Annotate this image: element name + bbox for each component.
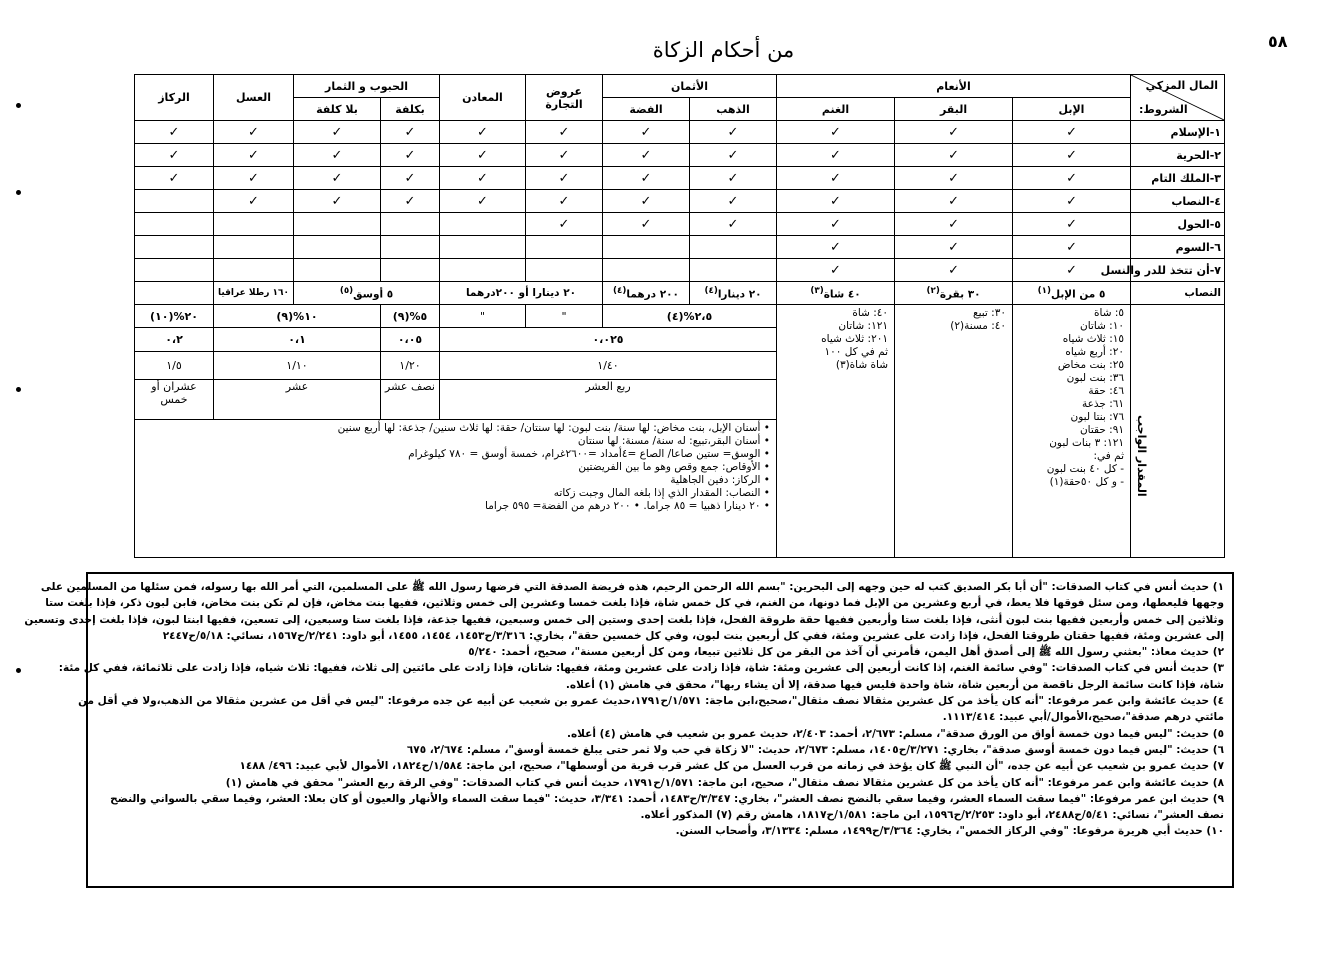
nisab-label: النصاب xyxy=(1131,282,1225,305)
footnote-line: ٩) حديث ابن عمر مرفوعا: "فيما سقت السماء العشر، وفيما سقي بالنضح نصف العشر"، بخاري: ٣/٣٤٧/ح١٤٨٣، أحمد: ٣/٣٤١، حديث: "فيما سقت السماء والأنهار والعيون أو كان بعلا: العشر، وفيما سقي بالسواني والنضح xyxy=(110,792,1224,805)
check-mark xyxy=(603,236,690,259)
check-mark: ✓ xyxy=(690,121,777,144)
amount-line: - و كل ٥٠حقة(١) xyxy=(1049,476,1125,488)
check-mark: ✓ xyxy=(526,190,603,213)
amount-line: ٢٥: بنت مخاض xyxy=(1057,359,1125,371)
check-mark xyxy=(603,259,690,282)
check-mark: ✓ xyxy=(895,236,1013,259)
page-number: ٥٨ xyxy=(1268,32,1288,51)
condition-row xyxy=(135,236,1225,259)
check-mark: ✓ xyxy=(294,121,381,144)
check-mark: ✓ xyxy=(895,121,1013,144)
sub-bikulfa: بكلفة xyxy=(381,98,440,121)
amount-line: ٦١: جذعة xyxy=(1081,398,1125,410)
amount-line: ٩١: حقتان xyxy=(1079,424,1125,436)
nisab-ghanam: ٤٠ شاة$^{(٣)}$ xyxy=(777,282,895,305)
footnote-line: نصف العشر"، نسائي: ٥/٤١/ح٢٤٨٨، أبو داود: ٢/٢٥٣/ح١٥٩٦، ابن ماجة: ١/٥٨١/ح١٨١٧، هامش رقم (٧) المذكور أعلاه. xyxy=(640,809,1224,822)
notes-box xyxy=(135,420,777,558)
check-mark: ✓ xyxy=(895,259,1013,282)
check-mark: ✓ xyxy=(526,213,603,236)
amount-line: ٥: شاة xyxy=(1094,307,1125,319)
pct-athman: ٢،٥%(٤) xyxy=(603,305,777,328)
amount-line: ثم في كل ١٠٠ xyxy=(824,346,889,358)
condition-label: ٥-الحول xyxy=(1131,213,1225,236)
wajib-label: المقدار الواجب xyxy=(1135,415,1149,497)
check-mark: ✓ xyxy=(135,144,214,167)
check-mark: ✓ xyxy=(895,167,1013,190)
decimal-athman: ٠،٠٢٥ xyxy=(440,328,777,352)
check-mark: ✓ xyxy=(777,144,895,167)
condition-row xyxy=(135,144,1225,167)
check-mark xyxy=(294,213,381,236)
check-mark xyxy=(381,259,440,282)
amount-line: ٣٦: بنت لبون xyxy=(1066,372,1125,384)
decimal-rikaz: ٠،٢ xyxy=(135,328,214,352)
check-mark xyxy=(690,236,777,259)
check-mark: ✓ xyxy=(526,167,603,190)
corner-bottom-label: الشروط: xyxy=(1139,103,1188,116)
check-mark: ✓ xyxy=(690,190,777,213)
fraction-bikulfa: ١/٢٠ xyxy=(381,352,440,380)
ghanam-amounts xyxy=(777,305,895,558)
margin-dot xyxy=(16,190,21,195)
page-title: من أحكام الزكاة xyxy=(652,38,795,62)
check-mark: ✓ xyxy=(526,144,603,167)
check-mark xyxy=(214,213,294,236)
pct-bikulfa: ٥%(٩) xyxy=(381,305,440,328)
group-athman: الأثمان xyxy=(603,75,777,98)
check-mark: ✓ xyxy=(214,121,294,144)
nisab-ibil: ٥ من الإبل$^{(١)}$ xyxy=(1013,282,1131,305)
condition-row xyxy=(135,213,1225,236)
group-anaam: الأنعام xyxy=(777,75,1131,98)
check-mark xyxy=(214,236,294,259)
check-mark xyxy=(214,259,294,282)
footnote-line: ٢) حديث معاذ: "بعثني رسول الله ﷺ إلى أصدق أهل اليمن، فأمرني أن آخذ من البقر من كل ثلاثين تبيعا، ومن كل أربعين مسنة"، صحيح، أحمد: ٥/٢٤٠ xyxy=(468,646,1224,659)
footnote-line: ١) حديث أنس في كتاب الصدقات: "أن أبا بكر الصديق كتب له حين وجهه إلى البحرين: "بسم الله الرحمن الرحيم، هذه فريضة الصدقة التي فرضها رسول الله ﷺ على المسلمين، التي أمر الله بها رسوله، فمن سئلها من المسلمين على xyxy=(40,581,1224,593)
decimal-bila-kulfa: ٠،١ xyxy=(214,328,381,352)
word-bila-kulfa: عشر xyxy=(214,380,381,420)
note-line: • ٢٠ دينارا ذهبيا = ٨٥ جراما. • ٢٠٠ درهم من الفضة= ٥٩٥ جراما xyxy=(485,500,770,512)
amount-line: ٢٠: أربع شياه xyxy=(1065,346,1125,358)
check-mark: ✓ xyxy=(214,190,294,213)
amount-line: ٤٠: شاة xyxy=(852,307,889,319)
footnote-line: ٧) حديث عمرو بن شعيب عن أبيه عن جده، "أن النبي ﷺ كان يؤخذ في زمانه من قرب العسل من كل عشر قرب قربة من أوسطها"، صحيح، ابن ماجة: ١/٥٨٤/ح١٨٢٤، الأموال لأبي عبيد: ٤٩٦/ ١٤٨٨ xyxy=(239,760,1224,773)
condition-label: ٦-السوم xyxy=(1131,236,1225,259)
check-mark: ✓ xyxy=(895,190,1013,213)
margin-dot xyxy=(16,103,21,108)
nisab-baqar: ٣٠ بقرة$^{(٢)}$ xyxy=(895,282,1013,305)
check-mark: ✓ xyxy=(777,236,895,259)
check-mark: ✓ xyxy=(777,167,895,190)
fraction-bila-kulfa: ١/١٠ xyxy=(214,352,381,380)
check-mark: ✓ xyxy=(135,121,214,144)
nisab-urud-maadin: ٢٠ دينارا أو ٢٠٠درهما xyxy=(440,282,603,305)
check-mark xyxy=(135,213,214,236)
amount-line: ٤٠: مسنة(٢) xyxy=(950,320,1007,332)
check-mark: ✓ xyxy=(690,213,777,236)
check-mark xyxy=(690,259,777,282)
note-line: • الأوقاص: جمع وقص وهو ما بين الفريضتين xyxy=(578,461,770,473)
check-mark: ✓ xyxy=(381,167,440,190)
sub-dhahab: الذهب xyxy=(690,98,777,121)
condition-label: ٤-النصاب xyxy=(1131,190,1225,213)
footnote-line: ٣) حديث أنس في كتاب الصدقات: "وفي سائمة الغنم، إذا كانت أربعين إلى عشرين ومئة: شاة، فإذا زادت على عشرين ومئة، ففيها: شاتان، فإذا زادت على مائتين إلى ثلاث، ففيها: ثلاث شياه، فإذا زادت على ثلاثمائة، ففي كل مئة: xyxy=(58,662,1224,675)
check-mark: ✓ xyxy=(1013,190,1131,213)
check-mark xyxy=(526,236,603,259)
wajib-label-cell xyxy=(1131,305,1225,558)
note-line: • الركاز: دفين الجاهلية xyxy=(670,474,770,486)
check-mark xyxy=(440,236,526,259)
check-mark: ✓ xyxy=(777,190,895,213)
check-mark: ✓ xyxy=(1013,236,1131,259)
pct-rikaz: ٢٠%(١٠) xyxy=(135,305,214,328)
check-mark xyxy=(381,213,440,236)
zakat-table xyxy=(134,74,1225,558)
margin-dot xyxy=(16,668,21,673)
footnote-line: ١٠) حديث أبي هريرة مرفوعا: "وفي الركاز الخمس"، بخاري: ٣/٣٦٤/ح١٤٩٩، مسلم: ٣/١٣٣٤، وأصحاب السنن. xyxy=(675,825,1224,838)
amount-line: ١٥: ثلاث شياه xyxy=(1062,333,1125,345)
check-mark: ✓ xyxy=(294,167,381,190)
ibil-amounts xyxy=(1013,305,1131,558)
footnote-line: مائتي درهم صدقة"،صحيح،الأموال/أبي عبيد: ١١١٣/٤١٤. xyxy=(942,711,1224,724)
amount-line: ١٠: شاتان xyxy=(1080,320,1125,332)
check-mark: ✓ xyxy=(603,121,690,144)
check-mark: ✓ xyxy=(690,144,777,167)
amount-line: ١٢١: ٣ بنات لبون xyxy=(1049,437,1125,449)
check-mark: ✓ xyxy=(526,121,603,144)
condition-label: ١-الإسلام xyxy=(1131,121,1225,144)
amount-line: - كل ٤٠ بنت لبون xyxy=(1046,463,1125,475)
sub-ibil: الإبل xyxy=(1013,98,1131,121)
condition-row xyxy=(135,167,1225,190)
group-hubub: الحبوب و الثمار xyxy=(294,75,440,98)
check-mark: ✓ xyxy=(135,167,214,190)
check-mark xyxy=(294,236,381,259)
check-mark: ✓ xyxy=(1013,213,1131,236)
check-mark: ✓ xyxy=(777,213,895,236)
fraction-rikaz: ١/٥ xyxy=(135,352,214,380)
nisab-dhahab: ٢٠ دينارا$^{(٤)}$ xyxy=(690,282,777,305)
check-mark xyxy=(294,259,381,282)
amount-line: ٧٦: بنتا لبون xyxy=(1070,411,1125,423)
sub-fidda: الفضة xyxy=(603,98,690,121)
check-mark: ✓ xyxy=(294,190,381,213)
word-bikulfa: نصف عشر xyxy=(381,380,440,420)
nisab-asal: ١٦٠ رطلا عراقيا xyxy=(214,282,294,305)
check-mark xyxy=(135,190,214,213)
amount-line: ٣٠: تبيع xyxy=(973,307,1007,319)
check-mark xyxy=(440,259,526,282)
check-mark: ✓ xyxy=(603,144,690,167)
group-rikaz: الركاز xyxy=(135,75,214,121)
check-mark xyxy=(440,213,526,236)
check-mark: ✓ xyxy=(1013,167,1131,190)
check-mark: ✓ xyxy=(381,144,440,167)
fraction-athman: ١/٤٠ xyxy=(440,352,777,380)
condition-row xyxy=(135,121,1225,144)
amount-line: شاة شاة(٣) xyxy=(835,359,889,371)
check-mark: ✓ xyxy=(381,121,440,144)
check-mark: ✓ xyxy=(777,259,895,282)
group-maadin: المعادن xyxy=(440,75,526,121)
sub-ghanam: الغنم xyxy=(777,98,895,121)
check-mark xyxy=(135,236,214,259)
nisab-hubub: ٥ أوسق$^{(٥)}$ xyxy=(294,282,440,305)
check-mark: ✓ xyxy=(214,144,294,167)
check-mark: ✓ xyxy=(603,213,690,236)
group-urud: عروض التجارة xyxy=(526,75,603,121)
footnote-line: شاة، فإذا كانت سائمة الرجل ناقصة من أربعين شاة، شاة واحدة فليس فيها صدقة، إلا أن يشاء ربها"، محقق في هامش (١) أعلاه. xyxy=(565,678,1224,691)
footnote-line: وثلاثين إلى خمس وأربعين ففيها بنت لبون أنثى، فإذا بلغت ستا وأربعين ففيها حقة طروقة الفحل، فإذا بلغت إحدى وستين إلى خمس وسبعين، ففيها جذعة، فإذا بلغت ستا وسبعين، إلى تسعين، ففيها ابنتا لبون، فإذا بلغت إحدى وتسعين xyxy=(24,613,1224,626)
pct-bila-kulfa: ١٠%(٩) xyxy=(214,305,381,328)
corner-top-label: المال المزكي xyxy=(1145,79,1219,92)
check-mark: ✓ xyxy=(440,121,526,144)
note-line: • الوسق= ستين صاعا/ الصاع =٤أمداد =٢٦٠٠غرام، خمسة أوسق = ٧٨٠ كيلوغرام xyxy=(408,448,770,460)
check-mark: ✓ xyxy=(294,144,381,167)
pct-urud: " xyxy=(526,305,603,328)
amount-line: ٢٠١: ثلاث شياه xyxy=(821,333,889,345)
check-mark: ✓ xyxy=(895,144,1013,167)
condition-row xyxy=(135,259,1225,282)
condition-label: ٢-الحرية xyxy=(1131,144,1225,167)
check-mark: ✓ xyxy=(603,190,690,213)
nisab-rikaz-empty xyxy=(135,282,214,305)
check-mark: ✓ xyxy=(440,190,526,213)
amount-line: ١٢١: شاتان xyxy=(838,320,889,332)
condition-label: ٣-الملك التام xyxy=(1131,167,1225,190)
check-mark xyxy=(526,259,603,282)
check-mark: ✓ xyxy=(895,213,1013,236)
header-corner xyxy=(1131,75,1225,121)
pct-maadin: " xyxy=(440,305,526,328)
footnote-line: ٨) حديث عائشة وابن عمر مرفوعا: "أنه كان يأخذ من كل عشرين مثقالا نصف مثقال"، صحيح، ابن ماجة: ١/٥٧١/ح١٧٩١، حديث أنس في كتاب الصدقات: "وفي الرقة ربع العشر" محقق في هامش (١) xyxy=(225,776,1224,789)
check-mark: ✓ xyxy=(1013,259,1131,282)
note-line: • أسنان البقر،تبيع: له سنة/ مسنة: لها سنتان xyxy=(577,435,770,447)
word-athman: ربع العشر xyxy=(440,380,777,420)
group-asal: العسل xyxy=(214,75,294,121)
check-mark xyxy=(381,236,440,259)
baqar-amounts xyxy=(895,305,1013,558)
nisab-fidda: ٢٠٠ درهما$^{(٤)}$ xyxy=(603,282,690,305)
check-mark: ✓ xyxy=(777,121,895,144)
condition-row xyxy=(135,190,1225,213)
check-mark: ✓ xyxy=(381,190,440,213)
word-rikaz: عشران أو خمس xyxy=(135,380,214,420)
check-mark: ✓ xyxy=(690,167,777,190)
amount-line: ثم في: xyxy=(1093,450,1125,462)
decimal-bikulfa: ٠،٠٥ xyxy=(381,328,440,352)
footnotes-box xyxy=(24,572,1234,888)
footnote-line: إلى عشرين ومئة، ففيها حقتان طروقتا الفحل، فإذا زادت على عشرين ومئة، ففي كل أربعين بنت لبون، وفي كل خمسين حقة"، بخاري: ٣/٣١٦/ح١٤٥٣، ١٤٥٤، ١٤٥٥، أبو داود: ٢/٢٤١/ح١٥٦٧، نسائي: ٥/١٨/ح٢٤٤٧ xyxy=(162,629,1224,642)
footnote-line: ٥) حديث: "ليس فيما دون خمسة أواق من الورق صدقة"، مسلم: ٢/٦٧٣، أحمد: ٢/٤٠٣، حديث عمرو بن شعيب في هامش (٤) أعلاه. xyxy=(567,727,1224,740)
check-mark xyxy=(135,259,214,282)
check-mark: ✓ xyxy=(1013,121,1131,144)
sub-baqar: البقر xyxy=(895,98,1013,121)
condition-label: ٧-أن تتخذ للدر والنسل xyxy=(1131,259,1225,282)
check-mark: ✓ xyxy=(214,167,294,190)
note-line: • النصاب: المقدار الذي إذا بلغه المال وجبت زكاته xyxy=(553,487,770,499)
sub-bila-kulfa: بلا كلفة xyxy=(294,98,381,121)
note-line: • أسنان الإبل، بنت مخاض: لها سنة/ بنت لبون: لها سنتان/ حقة: لها ثلاث سنين/ جذعة: لها أربع سنين xyxy=(337,422,770,434)
footnote-line: ٤) حديث عائشة وابن عمر مرفوعا: "أنه كان يأخذ من كل عشرين مثقالا نصف مثقال"،صحيح،ابن ماجة: ١/٥٧١/ح١٧٩١،حديث عمرو بن شعيب عن أبيه عن جده مرفوعا: "ليس في أقل من عشرين مثقالا من الذهب،ولا في أقل من xyxy=(78,695,1224,708)
nisab-row xyxy=(135,282,1225,305)
check-mark: ✓ xyxy=(440,167,526,190)
check-mark: ✓ xyxy=(440,144,526,167)
amount-line: ٤٦: حقة xyxy=(1088,385,1125,397)
check-mark: ✓ xyxy=(1013,144,1131,167)
check-mark: ✓ xyxy=(603,167,690,190)
footnote-line: وجهها فليعطها، ومن سئل فوقها فلا يعط، في أربع وعشرين من الإبل فما دونها، من الغنم، في كل خمس شاة، فإذا بلغت خمسا وعشرين إلى خمس وثلاثين، ففيها بنت مخاض، فإن لم تكن بنت مخاض، فابن لبون ذكر، فإذا بلغت ستا xyxy=(45,597,1224,610)
footnote-line: ٦) حديث: "ليس فيما دون خمسة أوسق صدقة"، بخاري: ٣/٢٧١/ح١٤٠٥، مسلم: ٢/٦٧٣، حديث: "لا زكاة في حب ولا ثمر حتى يبلغ خمسة أوسق"، مسلم: ٢/٦٧٤، ٦٧٥ xyxy=(406,743,1224,756)
margin-dot xyxy=(16,387,21,392)
